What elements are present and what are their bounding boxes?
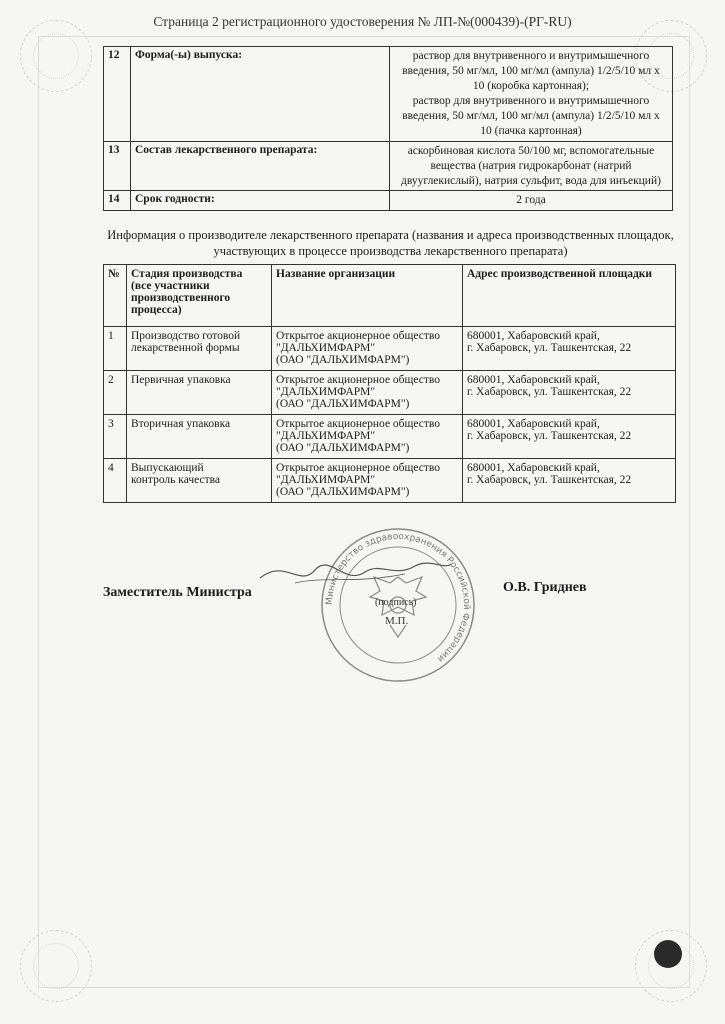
row-org [272,459,463,503]
property-label: Состав лекарственного препарата: [131,141,390,191]
table-row [104,327,676,371]
cell-line: (ОАО "ДАЛЬХИМФАРМ") [276,486,410,498]
cell-line: г. Хабаровск, ул. Ташкентская, 22 [467,386,632,398]
cell-line: 680001, Хабаровский край, [467,462,600,474]
cell-line: контроль качества [131,474,221,486]
property-value-line: вещества (натрия гидрокарбонат (натрий [430,159,632,172]
cell-line: "ДАЛЬХИМФАРМ" [276,430,376,442]
handwritten-signature [255,548,455,598]
cell-line: лекарственной формы [131,342,240,354]
header-org: Название организации [272,265,463,327]
property-num: 13 [104,141,131,191]
cell-line: Первичная упаковка [131,374,231,386]
property-row [104,141,673,191]
header-stage-line: процесса) [131,304,182,316]
property-value-line: 10 (коробка картонная); [472,79,590,92]
cell-line: (ОАО "ДАЛЬХИМФАРМ") [276,442,410,454]
info-line: участвующих в процессе производства лекарственного препарата) [213,244,568,259]
row-address [463,327,676,371]
properties-table [103,46,673,211]
cell-line: "ДАЛЬХИМФАРМ" [276,386,376,398]
property-row [104,47,673,142]
property-value [390,141,673,191]
table-header-row [104,265,676,327]
property-value [390,191,673,211]
row-num: 4 [104,459,127,503]
page-header: Страница 2 регистрационного удостоверения № ЛП-№(000439)-(РГ-RU) [153,14,572,29]
row-address [463,415,676,459]
row-org [272,327,463,371]
cell-line: 680001, Хабаровский край, [467,418,600,430]
table-row [104,415,676,459]
property-label: Срок годности: [131,191,390,211]
cell-line: Вторичная упаковка [131,418,231,430]
property-value-line: раствор для внутривенного и внутримышечного [412,94,650,107]
cell-line: г. Хабаровск, ул. Ташкентская, 22 [467,430,632,442]
row-org [272,371,463,415]
corner-rosette [20,930,92,1002]
cell-line: 680001, Хабаровский край, [467,330,600,342]
header-stage-line: Стадия производства [131,268,243,280]
cell-line: (ОАО "ДАЛЬХИМФАРМ") [276,354,410,366]
property-value-line: 10 (пачка картонная) [480,124,582,137]
cell-line: г. Хабаровск, ул. Ташкентская, 22 [467,342,632,354]
signatory-name: О.В. Гриднев [503,580,587,595]
signatory-position: Заместитель Министра [103,585,252,600]
cell-line: Открытое акционерное общество [276,374,440,386]
row-num: 1 [104,327,127,371]
row-stage [127,459,272,503]
table-row [104,371,676,415]
hologram-dot [654,940,682,968]
property-value-line: двууглекислый), натрия сульфит, вода для инъекций) [401,174,661,187]
manufacturer-table [103,264,676,503]
cell-line: "ДАЛЬХИМФАРМ" [276,342,376,354]
signature-label: (подпись) [375,597,417,608]
cell-line: Открытое акционерное общество [276,462,440,474]
cell-line: Открытое акционерное общество [276,418,440,430]
cell-line: "ДАЛЬХИМФАРМ" [276,474,376,486]
property-value-line: введения, 50 мг/мл, 100 мг/мл (ампула) 1/2/5/10 мл х [402,64,660,77]
row-stage [127,371,272,415]
table-row [104,459,676,503]
cell-line: 680001, Хабаровский край, [467,374,600,386]
property-value-line: аскорбиновая кислота 50/100 мг, вспомогательные [407,144,655,157]
property-row [104,191,673,211]
property-num: 14 [104,191,131,211]
property-value [390,47,673,142]
header-address: Адрес производственной площадки [463,265,676,327]
property-label: Форма(-ы) выпуска: [131,47,390,142]
row-num: 2 [104,371,127,415]
manufacturer-info-heading [103,227,678,260]
property-value-line: раствор для внутривенного и внутримышечного [412,50,650,62]
cell-line: г. Хабаровск, ул. Ташкентская, 22 [467,474,632,486]
property-num: 12 [104,47,131,142]
row-stage [127,415,272,459]
cell-line: (ОАО "ДАЛЬХИМФАРМ") [276,398,410,410]
cell-line: Открытое акционерное общество [276,330,440,342]
property-value-line: введения, 50 мг/мл, 100 мг/мл (ампула) 1/2/5/10 мл х [402,109,660,122]
header-stage [127,265,272,327]
row-org [272,415,463,459]
corner-rosette [20,20,92,92]
header-stage-line: (все участники [131,280,210,292]
stamp-text: Министерство здравоохранения Российской Федерации [324,531,472,664]
info-line: Информация о производителе лекарственного препарата (названия и адреса производственных площадок, [107,228,674,242]
cell-line: Выпускающий [131,462,204,474]
row-address [463,459,676,503]
row-num: 3 [104,415,127,459]
cell-line: Производство готовой [131,330,241,342]
header-num: № [104,265,127,327]
row-stage [127,327,272,371]
property-value-line: 2 года [516,194,546,207]
stamp-place-label: М.П. [385,615,409,627]
header-stage-line: производственного [131,292,231,304]
row-address [463,371,676,415]
